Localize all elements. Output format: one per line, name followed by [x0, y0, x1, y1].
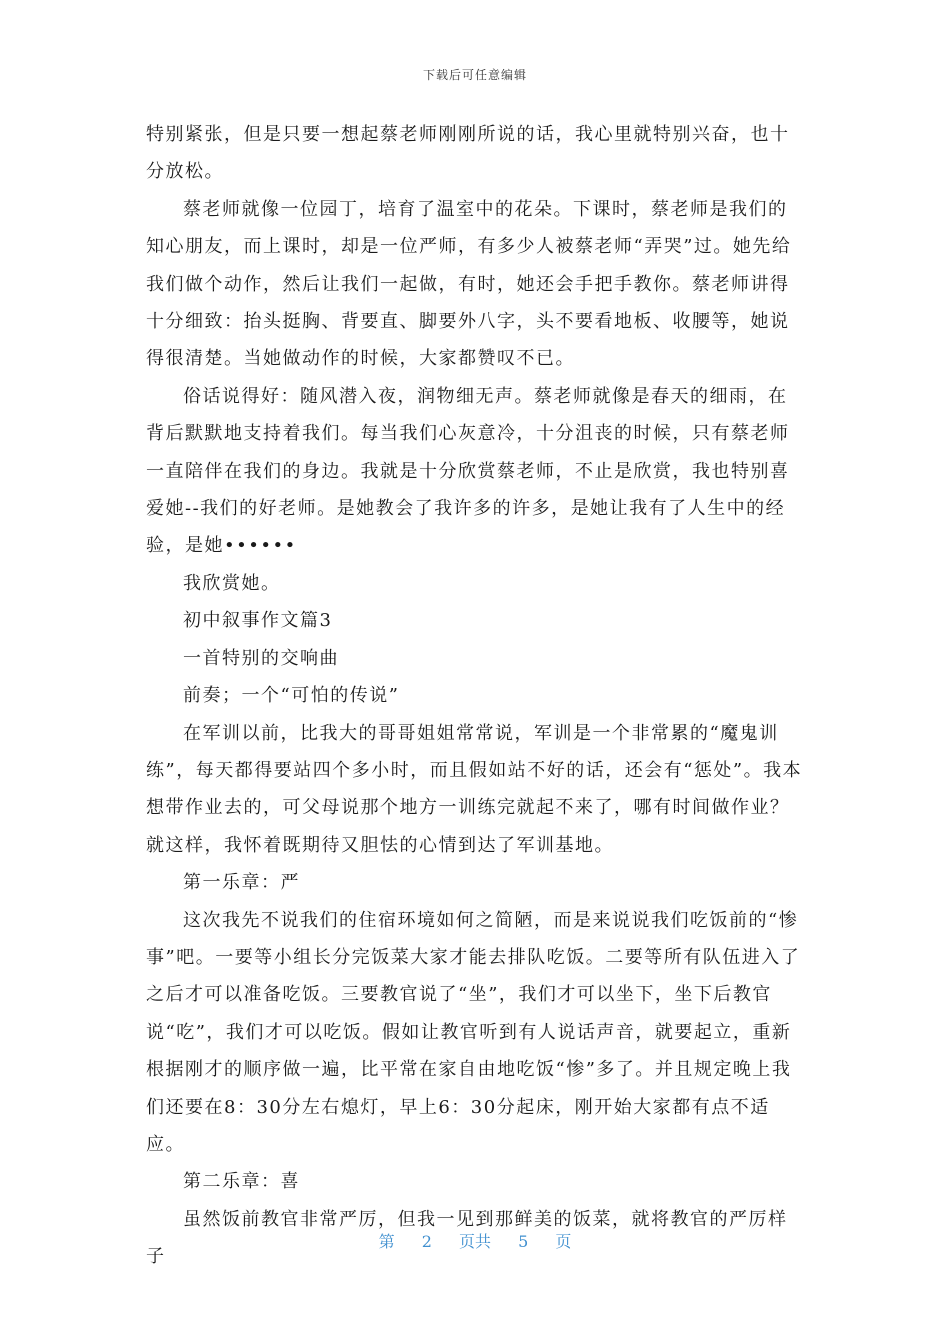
section-heading: 前奏；一个“可怕的传说”: [183, 685, 400, 707]
section-heading: 第二乐章：喜: [183, 1171, 300, 1193]
paragraph: 我欣赏她。: [183, 572, 281, 594]
document-body: [146, 116, 806, 1276]
paragraph: 这次我先不说我们的住宿环境如何之简陋，而是来说说我们吃饭前的“惨事”吧。一要等小组长分完饭菜大家才能去排队吃饭。二要等所有队伍进入了之后才可以准备吃饭。三要教官说了“坐”，我们才可以坐下，坐下后教官说“吃”，我们才可以吃饭。假如让教官听到有人说话声音，就要起立，重新根据刚才的顺序做一遍，比平常在家自由地吃饭“惨”多了。并且规定晚上我们还要在8：30分左右熄灯，早上6：30分起床，刚开始大家都有点不适应。: [146, 909, 801, 1155]
paragraph: 在军训以前，比我大的哥哥姐姐常常说，军训是一个非常累的“魔鬼训练”，每天都得要站四个多小时，而且假如站不好的话，还会有“惩处”。我本想带作业去的，可父母说那个地方一训练完就起不来了，哪有时间做作业？就这样，我怀着既期待又胆怯的心情到达了军训基地。: [146, 722, 803, 856]
essay-title: 一首特别的交响曲: [183, 647, 339, 669]
page-header: 下载后可任意编辑: [422, 68, 527, 82]
page-number-footer: 第 2 页共 5 页: [378, 1232, 572, 1251]
section-title: 初中叙事作文篇3: [183, 610, 333, 632]
paragraph: 特别紧张，但是只要一想起蔡老师刚刚所说的话，我心里就特别兴奋，也十分放松。: [146, 124, 790, 183]
paragraph: 蔡老师就像一位园丁，培育了温室中的花朵。下课时，蔡老师是我们的知心朋友，而上课时，却是一位严师，有多少人被蔡老师“弄哭”过。她先给我们做个动作，然后让我们一起做，有时，她还会手把手教你。蔡老师讲得十分细致：抬头挺胸、背要直、脚要外八字，头不要看地板、收腰等，她说得很清楚。当她做动作的时候，大家都赞叹不已。: [146, 198, 792, 370]
paragraph: 虽然饭前教官非常严厉，但我一见到那鲜美的饭菜，就将教官的严厉样子: [146, 1208, 788, 1268]
section-heading: 第一乐章：严: [183, 872, 300, 894]
paragraph: 俗话说得好：随风潜入夜，润物细无声。蔡老师就像是春天的细雨，在背后默默地支持着我们。每当我们心灰意冷，十分沮丧的时候，只有蔡老师一直陪伴在我们的身边。我就是十分欣赏蔡老师，不止是欣赏，我也特别喜爱她--我们的好老师。是她教会了我许多的许多，是她让我有了人生中的经验，是她••••••: [146, 385, 790, 557]
